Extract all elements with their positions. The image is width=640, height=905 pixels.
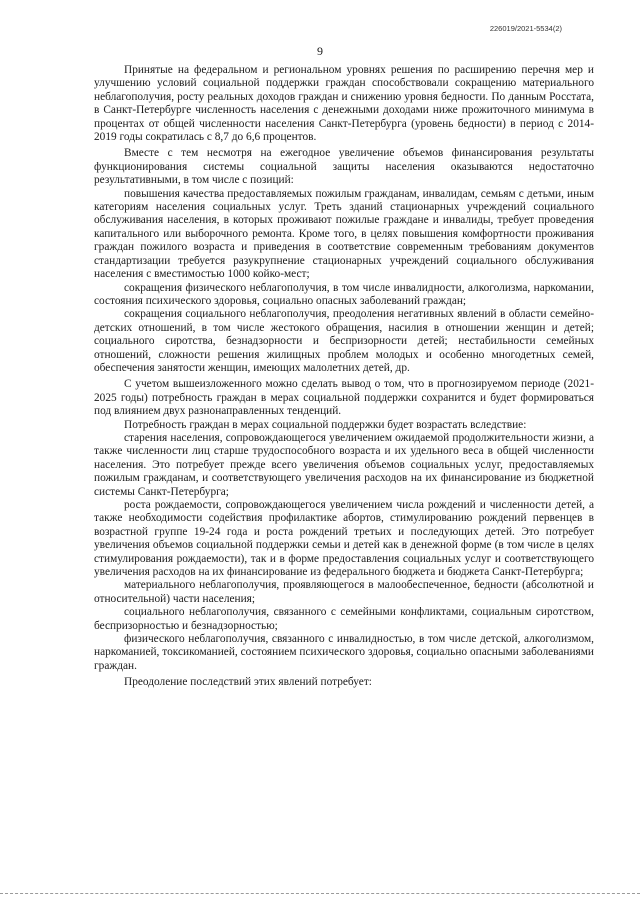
paragraph: физического неблагополучия, связанного с инвалидностью, в том числе детской, алкоголизмом, наркоманией, токсикоманией, состоянием психического здоровья, социально опасными заболеваниями граждан. <box>94 633 594 672</box>
paragraph: материального неблагополучия, проявляющегося в малообеспеченное, бедности (абсолютной и относительной) части населения; <box>94 579 594 605</box>
paragraph: сокращения социального неблагополучия, преодоления негативных явлений в области семейно-детских отношений, в том числе жестокого обращения, насилия в отношении женщин и детей; социального сиротства, безнадзорности и беспризорности детей; нестабильности семейных отношений, сложности решения жилищных проблем молодых и особенно многодетных семей, обеспечения занятости женщин, имеющих малолетних детей, др. <box>94 308 594 374</box>
paragraph: социального неблагополучия, связанного с семейными конфликтами, социальным сиротством, беспризорностью и безнадзорностью; <box>94 606 594 632</box>
document-body <box>94 64 594 690</box>
paragraph: Вместе с тем несмотря на ежегодное увеличение объемов финансирования результаты функционирования системы социальной защиты населения оказываются недостаточно результативными, в том числе с позиций: <box>94 147 594 187</box>
paragraph: С учетом вышеизложенного можно сделать вывод о том, что в прогнозируемом периоде (2021-2025 годы) потребность граждан в мерах социальной поддержки сохранится и будет формироваться под влиянием двух разнонаправленных тенденций. <box>94 378 594 418</box>
paragraph: Принятые на федеральном и региональном уровнях решения по расширению перечня мер и улучшению условий социальной поддержки граждан способствовали сокращению материального неблагополучия, росту реальных доходов граждан и снижению уровня бедности. По данным Росстата, в Санкт-Петербурге численность населения с денежными доходами ниже прожиточного минимума в процентах от общей численности населения Санкт-Петербурга (уровень бедности) в период с 2014-2019 годы сократилась с 8,7 до 6,6 процентов. <box>94 64 594 144</box>
paragraph: сокращения физического неблагополучия, в том числе инвалидности, алкоголизма, наркомании, состояния психического здоровья, социально опасных заболеваний граждан; <box>94 281 594 307</box>
document-id: 226019/2021-5534(2) <box>489 24 562 33</box>
scan-edge-line <box>0 893 640 894</box>
paragraph: повышения качества предоставляемых пожилым гражданам, инвалидам, семьям с детьми, иным категориям населения социальных услуг. Треть зданий стационарных учреждений социального обслуживания населения, в которых проживают пожилые граждане и инвалиды, требует проведения капитального или выборочного ремонта. Кроме того, в целях повышения комфортности проживания граждан пожилого возраста и приведения в соответствие современным требованиям документов стандартизации требуется разукрупнение стационарных учреждений социального обслуживания населения с вместимостью 1000 койко-мест; <box>94 187 594 281</box>
paragraph: старения населения, сопровождающегося увеличением ожидаемой продолжительности жизни, а также численности лиц старше трудоспособного возраста и их удельного веса в общей численности населения. Это потребует прежде всего увеличения объемов социальных услуг, предоставляемых пожилым гражданам, и соответствующего увеличения расходов на их финансирование из бюджетной системы Санкт-Петербурга; <box>94 431 594 498</box>
page-number: 9 <box>317 44 323 58</box>
paragraph: Потребность граждан в мерах социальной поддержки будет возрастать вследствие: <box>124 418 527 431</box>
paragraph: Преодоление последствий этих явлений потребует: <box>124 676 372 689</box>
paragraph: роста рождаемости, сопровождающегося увеличением числа рождений и численности детей, а также необходимости содействия профилактике абортов, стимулированию рождений первенцев в возрастной группе 19-24 года и роста рождений третьих и последующих детей. Это потребует увеличения объемов социальной поддержки семьи и детей как в денежной форме (в том числе в целях стимулирования рождаемости), так и в форме предоставления социальных услуг и соответствующего увеличения расходов на их финансирование из федерального бюджета и бюджета Санкт-Петербурга; <box>94 499 594 579</box>
